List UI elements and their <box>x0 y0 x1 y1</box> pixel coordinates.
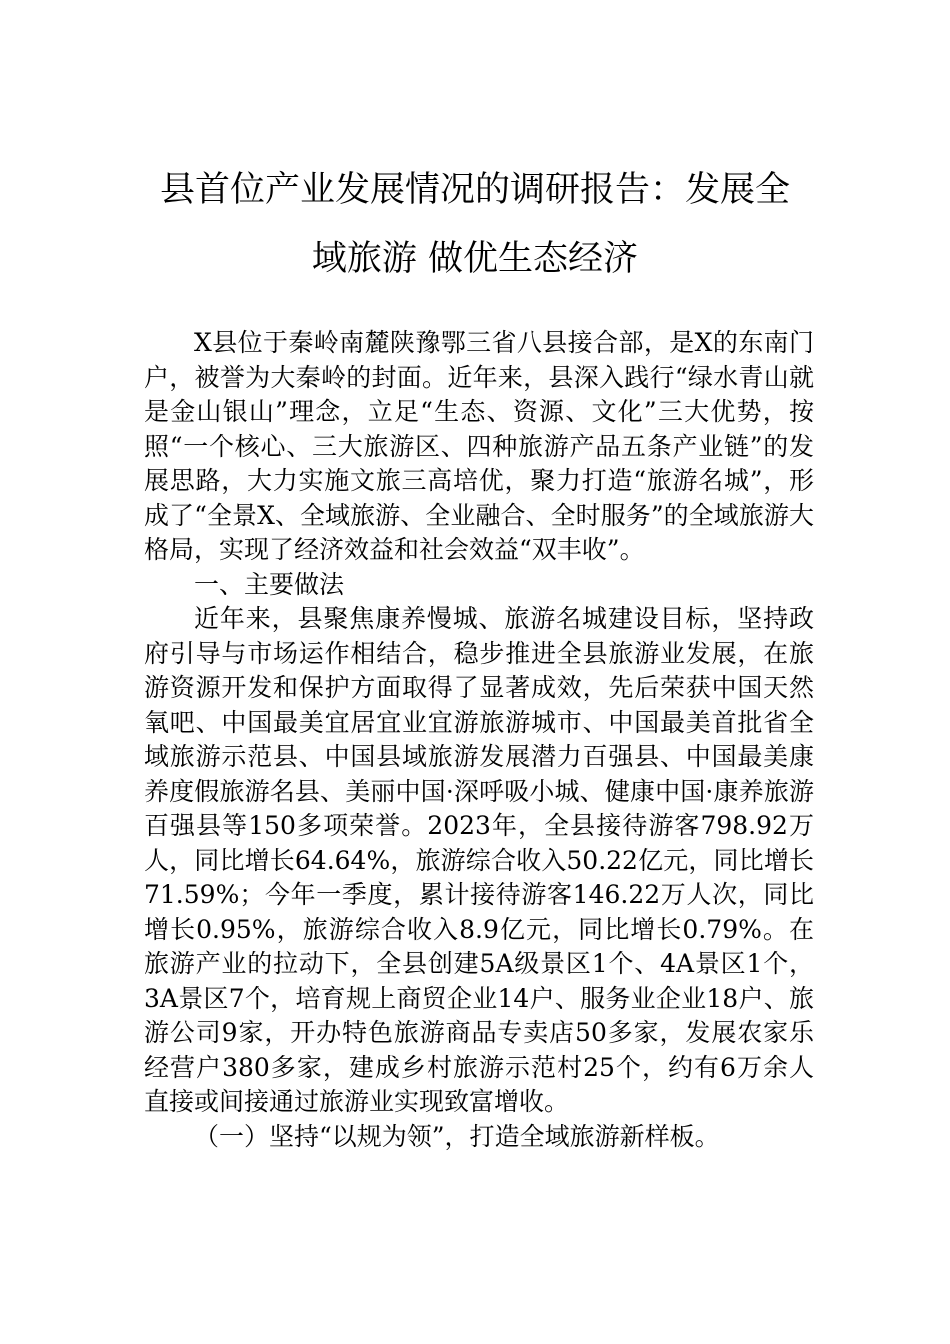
paragraph-achievements: 近年来，县聚焦康养慢城、旅游名城建设目标，坚持政府引导与市场运作相结合，稳步推进全县旅游业发展，在旅游资源开发和保护方面取得了显著成效，先后荣获中国天然氧吧、中国最美宜居宜业宜游旅游城市、中国最美首批省全域旅游示范县、中国县域旅游发展潜力百强县、中国最美康养度假旅游名县、美丽中国·深呼吸小城、健康中国·康养旅游百强县等150多项荣誉。2023年，全县接待游客798.92万人，同比增长64.64%，旅游综合收入50.22亿元，同比增长71.59%；今年一季度，累计接待游客146.22万人次，同比增长0.95%，旅游综合收入8.9亿元，同比增长0.79%。在旅游产业的拉动下，全县创建5A级景区1个、4A景区1个，3A景区7个，培育规上商贸企业14户、服务业企业18户、旅游公司9家，开办特色旅游商品专卖店50多家，发展农家乐经营户380多家，建成乡村旅游示范村25个，约有6万余人直接或间接通过旅游业实现致富增收。 <box>144 604 814 1116</box>
section-heading-main-practices: 一、主要做法 <box>194 569 345 599</box>
document-title-line-1: 县首位产业发展情况的调研报告：发展全 <box>159 170 790 210</box>
subsection-heading-planning: （一）坚持“以规为领”，打造全域旅游新样板。 <box>194 1121 720 1151</box>
paragraph-intro: X县位于秦岭南麓陕豫鄂三省八县接合部，是X的东南门户，被誉为大秦岭的封面。近年来，县深入践行“绿水青山就是金山银山”理念，立足“生态、资源、文化”三大优势，按照“一个核心、三大旅游区、四种旅游产品五条产业链”的发展思路，大力实施文旅三高培优，聚力打造“旅游名城”，形成了“全景X、全域旅游、全业融合、全时服务”的全域旅游大格局，实现了经济效益和社会效益“双丰收”。 <box>144 328 814 564</box>
document-body <box>144 326 814 1154</box>
document-title-line-2: 域旅游 做优生态经济 <box>311 239 639 279</box>
